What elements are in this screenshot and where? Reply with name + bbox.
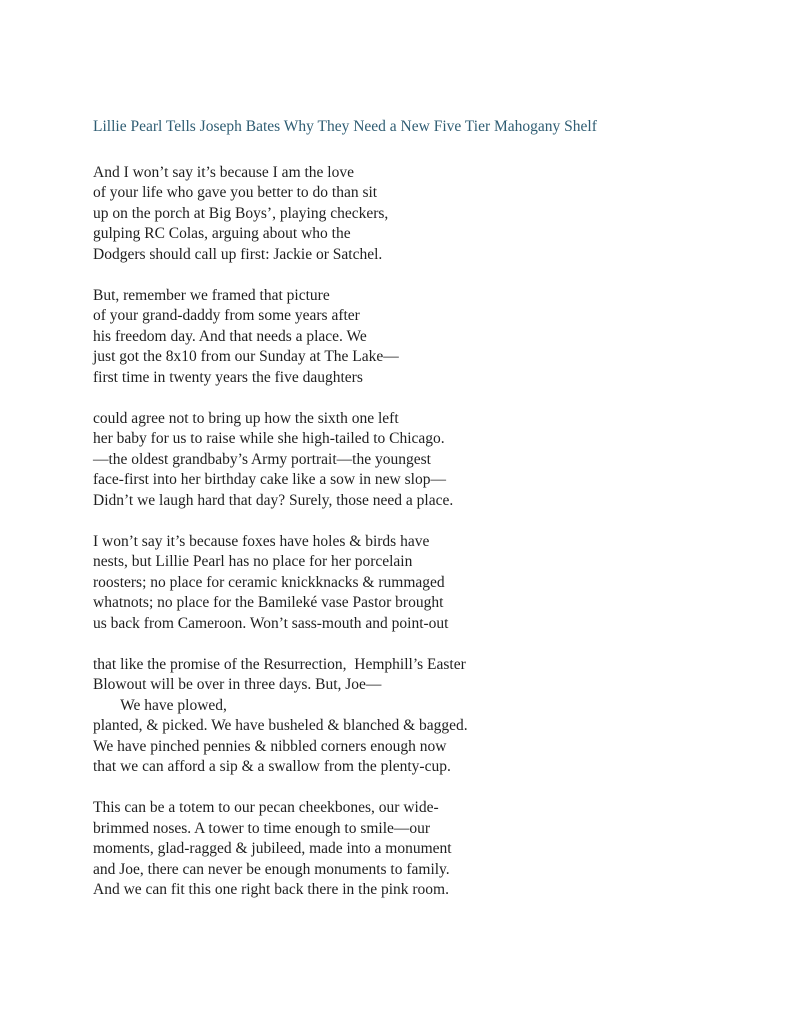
poem-line: And I won’t say it’s because I am the love bbox=[93, 163, 354, 181]
poem-line: roosters; no place for ceramic knickknacks & rummaged bbox=[93, 573, 445, 591]
poem-line: —the oldest grandbaby’s Army portrait—the youngest bbox=[93, 450, 431, 468]
poem-line: of your grand-daddy from some years after bbox=[93, 307, 360, 324]
poem-stanza-5 bbox=[93, 655, 701, 778]
poem-line: that like the promise of the Resurrection, Hemphill’s Easter bbox=[93, 655, 466, 673]
poem-line: his freedom day. And that needs a place. We bbox=[93, 327, 367, 345]
poem-line: planted, & picked. We have busheled & blanched & bagged. bbox=[93, 717, 468, 734]
poem-line: Blowout will be over in three days. But, Joe— bbox=[93, 676, 382, 693]
poem-line: This can be a totem to our pecan cheekbones, our wide- bbox=[93, 799, 439, 816]
poem-line: face-first into her birthday cake like a sow in new slop— bbox=[93, 471, 446, 488]
poem-line: first time in twenty years the five daughters bbox=[93, 368, 363, 386]
poem-line: whatnots; no place for the Bamileké vase Pastor brought bbox=[93, 594, 444, 611]
poem-line: just got the 8x10 from our Sunday at The Lake— bbox=[93, 348, 399, 365]
poem-line-indented: We have plowed, bbox=[93, 696, 227, 714]
poem-line: Didn’t we laugh hard that day? Surely, those need a place. bbox=[93, 491, 454, 509]
poem-line: moments, glad-ragged & jubileed, made into a monument bbox=[93, 840, 452, 857]
poem-line: her baby for us to raise while she high-tailed to Chicago. bbox=[93, 430, 445, 447]
poem-line: We have pinched pennies & nibbled corners enough now bbox=[93, 737, 447, 755]
poem-line: us back from Cameroon. Won’t sass-mouth and point-out bbox=[93, 614, 449, 632]
poem-line: Dodgers should call up first: Jackie or Satchel. bbox=[93, 245, 383, 263]
poem-stanza-1 bbox=[93, 163, 701, 266]
poem-line: could agree not to bring up how the sixth one left bbox=[93, 409, 399, 427]
poem-line: gulping RC Colas, arguing about who the bbox=[93, 225, 351, 242]
poem-line: that we can afford a sip & a swallow from the plenty-cup. bbox=[93, 758, 451, 775]
poem-line: nests, but Lillie Pearl has no place for her porcelain bbox=[93, 553, 413, 570]
poem-line: of your life who gave you better to do than sit bbox=[93, 184, 378, 201]
poem-line: I won’t say it’s because foxes have holes & birds have bbox=[93, 532, 430, 550]
poem-line: up on the porch at Big Boys’, playing checkers, bbox=[93, 204, 389, 222]
poem-stanza-3 bbox=[93, 409, 701, 512]
poem-title: Lillie Pearl Tells Joseph Bates Why They Need a New Five Tier Mahogany Shelf bbox=[93, 118, 597, 135]
poem-line: brimmed noses. A tower to time enough to smile—our bbox=[93, 819, 431, 837]
poem-line: and Joe, there can never be enough monuments to family. bbox=[93, 860, 450, 878]
poem-line: But, remember we framed that picture bbox=[93, 286, 330, 304]
poem-stanza-6 bbox=[93, 798, 701, 901]
poem-stanza-4 bbox=[93, 532, 701, 635]
poem-line: And we can fit this one right back there in the pink room. bbox=[93, 881, 449, 898]
poem-stanza-2 bbox=[93, 286, 701, 389]
